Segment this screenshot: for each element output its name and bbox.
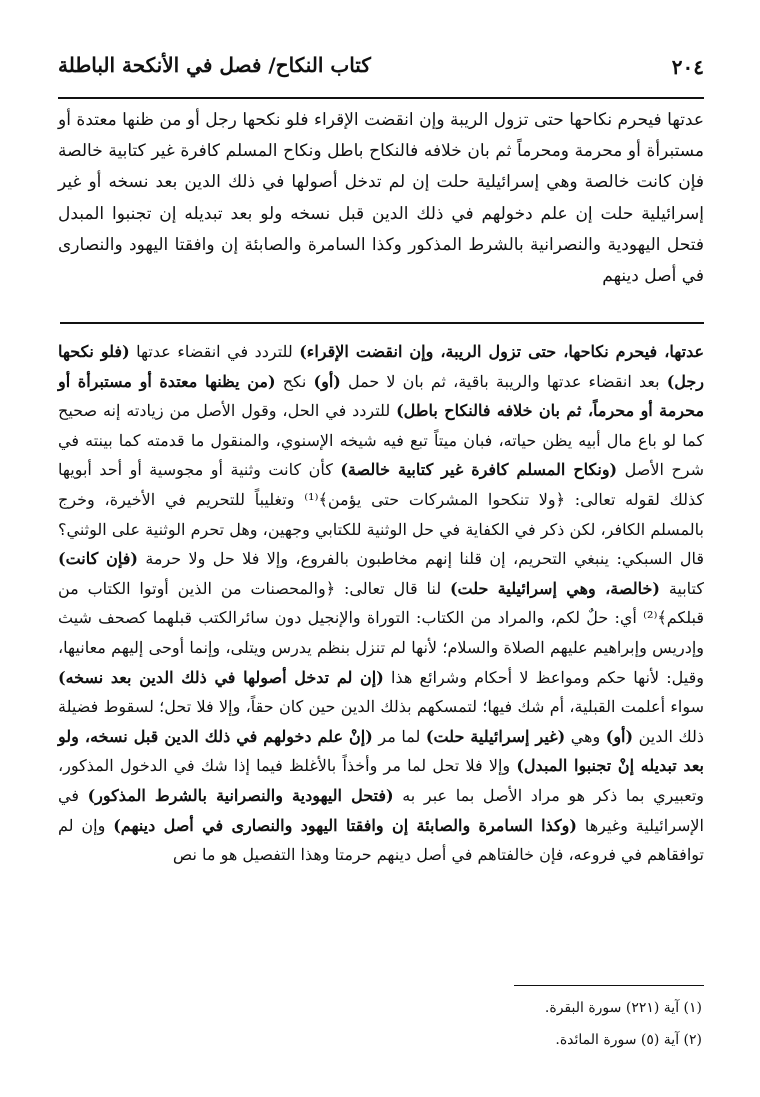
footnote-1: (١) آية (٢٢١) سورة البقرة. — [544, 1000, 702, 1016]
quoted-matn-segment: (غير إسرائيلية حلت) — [425, 726, 566, 746]
quoted-matn-segment: (إن لم تدخل أصولها في ذلك الدين بعد نسخه) — [58, 667, 384, 687]
commentary-segment: لما مر — [372, 726, 426, 746]
quoted-matn-segment: (فتحل اليهودية والنصرانية بالشرط المذكور) — [87, 785, 394, 805]
matn-text-block — [58, 105, 704, 292]
running-title: كتاب النكاح/ فصل في الأنكحة الباطلة — [58, 53, 371, 77]
matn-paragraph: عدتها فيحرم نكاحها حتى تزول الريبة وإن انقضت الإقراء فلو نكحها رجل أو من ظنها معتدة أو مستبرأة أو محرمة ومحرماً ثم بان خلافه فالنكاح باطل ونكاح المسلم كافرة غير كتابية خالصة فإن كانت خالصة وهي إسرائيلية حلت إن لم تدخل أصولها في ذلك الدين بعد نسخه أو غير إسرائيلية حلت إن علم دخولهم في ذلك الدين قبل نسخه ولو بعد تبديله إن تجنبوا المبدل فتحل اليهودية والنصرانية بالشرط المذكور وكذا السامرة والصابئة إن وافقتا اليهود والنصارى في أصل دينهم — [58, 110, 704, 287]
section-divider — [60, 322, 704, 324]
page-number: ٢٠٤ — [671, 55, 704, 79]
commentary-segment: لنا قال تعالى: ﴿والمحصنات من الذين أوتوا الكتاب من قبلكم﴾⁽²⁾ أي: حلٌ لكم، والمراد من الكتاب: التوراة والإنجيل دون سائرالكتب قبلهما كصحف شيث وإدريس وإبراهيم عليهم الصلاة والسلام؛ لأنها لم تنزل بنظم يدرس ويتلى، وإنما أوحى إليهم معانيها، وقيل: لأنها حكم ومواعظ لا أحكام وشرائع هذا — [58, 578, 704, 687]
quoted-matn-segment: (فلو نكحها رجل) — [58, 342, 705, 391]
sharh-commentary-block — [58, 337, 704, 870]
commentary-segment: كأن كانت وثنية أو مجوسية أو أحد أبويها كذلك لقوله تعالى: ﴿ولا تنكحوا المشركات حتى يؤمن﴾⁽¹⁾ وتغليباً للتحريم في الأخيرة، وخرج بالمسلم الكافر، لكن ذكر في الكفاية في حل الوثنية للكتابي وجهين، وهل تحرم الوثنية على الوثني؟ قال السبكي: ينبغي التحريم، إن قلنا إنهم مخاطبون بالفروع، وإلا فلا حل ولا حرمة — [58, 460, 705, 569]
commentary-segment: للتردد في الحل، وقول الأصل من زيادته إنه صحيح كما لو باع مال أبيه يظن حياته، فبان ميتاً تبع فيه شيخه الإسنوي، والمنقول ما قدمته كما بينته في شرح الأصل — [58, 401, 705, 480]
quoted-matn-segment: (ونكاح المسلم كافرة غير كتابية خالصة) — [340, 460, 618, 480]
sharh-paragraph — [58, 337, 704, 870]
quoted-matn-segment: (أو) — [313, 371, 341, 391]
commentary-segment: وإن لم توافقاهم في فروعه، فإن خالفتاهم في أصل دينهم حرمتا وهذا التفصيل هو ما نص — [58, 815, 704, 865]
commentary-segment: وإلا فلا تحل لما مر وأخذاً بالأغلظ فيما إذا شك في الدخول المذكور، وتعبيري بما ذكر هو مراد الأصل بما عبر به — [58, 756, 704, 805]
footnote-divider — [514, 985, 704, 986]
commentary-segment: وهي — [565, 726, 606, 746]
quoted-matn-segment: (أو) — [605, 726, 634, 746]
page-header — [58, 45, 704, 99]
quoted-matn-segment: (من يظنها معتدة أو مستبرأة أو محرمة أو محرماً، ثم بان خلافه فالنكاح باطل) — [58, 371, 705, 421]
commentary-segment: بعد انقضاء عدتها والريبة باقية، ثم بان لا حمل — [340, 371, 667, 391]
quoted-matn-segment: (فإن كانت) — [58, 549, 138, 569]
commentary-segment: نكح — [275, 371, 314, 391]
footnote-2: (٢) آية (٥) سورة المائدة. — [555, 1032, 702, 1048]
commentary-segment: كتابية — [659, 578, 705, 598]
quoted-matn-segment: عدتها، فيحرم نكاحها، حتى تزول الريبة، وإن انقضت الإقراء) — [299, 342, 705, 361]
quoted-matn-segment: (إنْ علم دخولهم في ذلك الدين قبل نسخه، ولو بعد تبديله إنْ تجنبوا المبدل) — [58, 726, 704, 776]
commentary-segment: سواء أعلمت القبلية، أم شك فيها؛ لتمسكهم بذلك الدين حين كان حقاً، وإلا فلا تحل؛ لسقوط فضيلة ذلك الدين — [58, 697, 705, 746]
quoted-matn-segment: (خالصة، وهي إسرائيلية حلت) — [449, 578, 660, 598]
commentary-segment: في الإسرائيلية وغيرها — [58, 785, 705, 835]
commentary-segment: للتردد في انقضاء عدتها — [129, 342, 300, 361]
footnotes — [545, 992, 702, 1056]
quoted-matn-segment: (وكذا السامرة والصابئة إن وافقتا اليهود والنصارى في أصل دينهم) — [113, 815, 577, 835]
